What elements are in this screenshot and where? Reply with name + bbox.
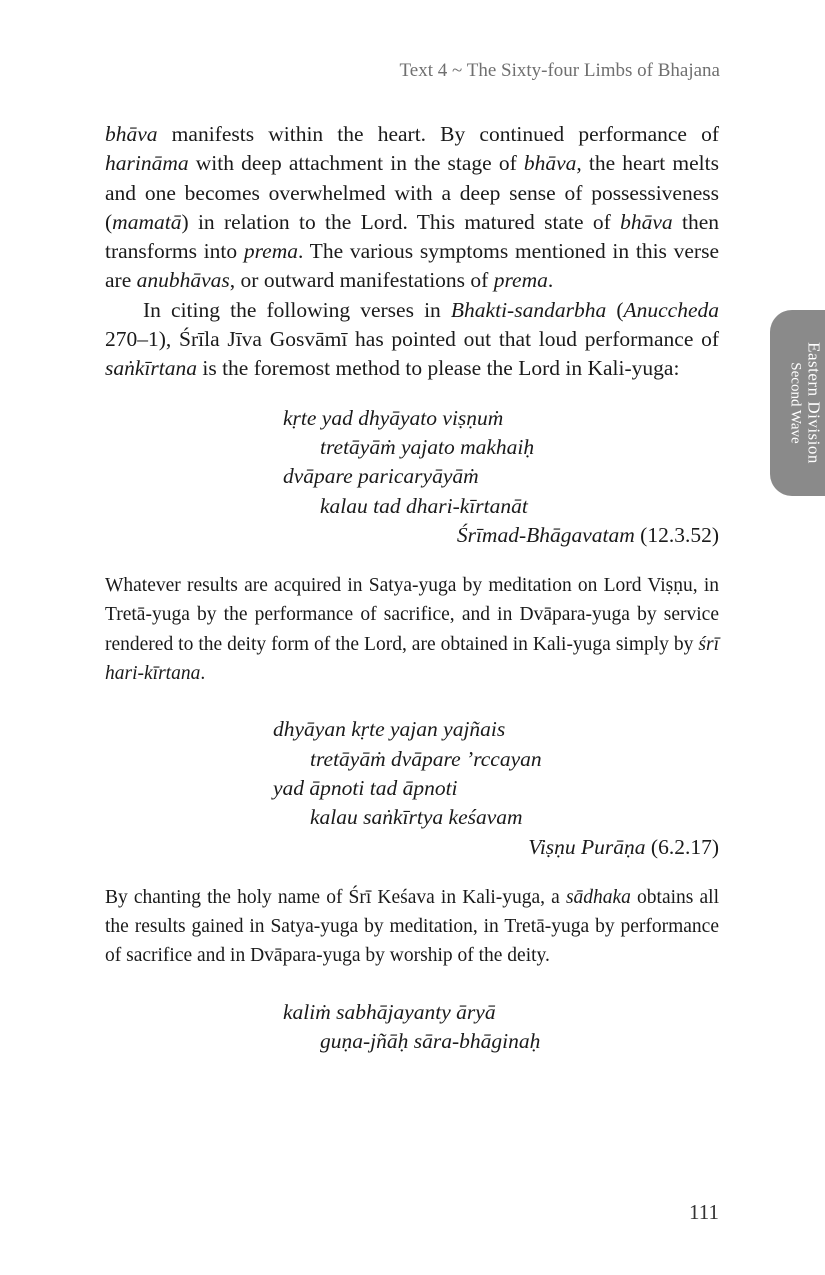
text-run: then transforms into	[105, 209, 719, 264]
text-run: , the heart melts and one becomes overwhelmed with a deep sense of possessiveness (	[105, 151, 719, 234]
verse-bhagavatam	[283, 404, 719, 521]
term: sādhaka	[565, 886, 631, 908]
term: harināma	[105, 151, 189, 176]
verse-line: dvāpare paricaryāyāṁ	[283, 464, 479, 489]
text-run: Whatever results are acquired in Satya-yuga by meditation on Lord Viṣṇu, in Tretā-yuga by the performance of sacrifice, and in Dvāpara-yuga by service rendered to the deity form of the Lord, are obtained in Kali-yuga simply by	[105, 575, 719, 655]
term: Anuccheda	[623, 297, 719, 322]
verse-line: tretāyāṁ dvāpare ’rccayan	[310, 746, 542, 771]
text-run: manifests within the heart. By continued performance of	[157, 122, 719, 146]
text-run: obtains all the results gained in Satya-yuga by meditation, in Tretā-yuga by performance of sacrifice and in Dvāpara-yuga by worship of the deity.	[105, 886, 719, 967]
text-run: with deep attachment in the stage of	[188, 151, 524, 176]
verse-line: kṛte yad dhyāyato viṣṇuṁ	[283, 405, 504, 430]
paragraph-bhava	[105, 120, 719, 296]
term: anubhāvas	[136, 268, 230, 293]
source-reference: (6.2.17)	[645, 834, 719, 859]
verse-line: kalau saṅkīrtya keśavam	[310, 805, 523, 830]
text-run: ) in relation to the Lord. This matured state of	[181, 209, 621, 234]
text-run: .	[200, 663, 206, 685]
page-body	[105, 120, 719, 1056]
term: saṅkīrtana	[105, 356, 197, 381]
section-thumb-tab	[770, 310, 825, 496]
verse-vishnu-purana	[273, 715, 719, 832]
text-run: , or outward manifestations of	[229, 268, 494, 293]
source-title: Śrīmad-Bhāgavatam	[456, 522, 635, 547]
term: mamatā	[112, 209, 182, 234]
text-run: is the foremost method to please the Lord in Kali-yuga:	[196, 356, 680, 381]
term: bhāva	[523, 151, 577, 176]
text-run: (	[606, 297, 624, 322]
term: prema	[493, 268, 548, 293]
book-title: Bhakti-sandarbha	[450, 297, 607, 322]
term: bhāva	[620, 209, 673, 234]
tab-division-label: Eastern Division	[804, 342, 824, 464]
verse-kali	[283, 998, 719, 1057]
text-run: In citing the following verses in	[143, 297, 451, 322]
verse-line: kalau tad dhari-kīrtanāt	[320, 493, 528, 518]
term: śrī hari-kīrtana	[105, 633, 719, 685]
running-header: Text 4 ~ The Sixty-four Limbs of Bhajana	[399, 60, 720, 81]
paragraph-citation	[105, 296, 719, 384]
verse-line: yad āpnoti tad āpnoti	[273, 775, 458, 800]
text-run: By chanting the holy name of Śrī Keśava in Kali-yuga, a	[105, 886, 566, 908]
text-run: .	[547, 268, 554, 293]
translation-paragraph	[105, 571, 719, 688]
verse-line: dhyāyan kṛte yajan yajñais	[273, 717, 506, 742]
page-number: 111	[689, 1200, 719, 1224]
translation-paragraph	[105, 883, 719, 971]
source-reference: (12.3.52)	[634, 522, 719, 547]
verse-source	[105, 521, 719, 550]
term: bhāva	[105, 122, 158, 146]
verse-source	[105, 833, 719, 862]
text-run: . The various symptoms mentioned in this verse are	[105, 239, 720, 293]
tab-wave-label: Second Wave	[787, 362, 804, 444]
term: prema	[243, 239, 298, 264]
source-title: Viṣṇu Purāṇa	[528, 834, 646, 859]
verse-line: tretāyāṁ yajato makhaiḥ	[320, 434, 535, 459]
verse-line: kaliṁ sabhājayanty āryā	[283, 999, 496, 1024]
text-run: 270–1), Śrīla Jīva Gosvāmī has pointed out that loud performance of	[105, 327, 719, 352]
verse-line: guṇa-jñāḥ sāra-bhāginaḥ	[320, 1029, 541, 1054]
